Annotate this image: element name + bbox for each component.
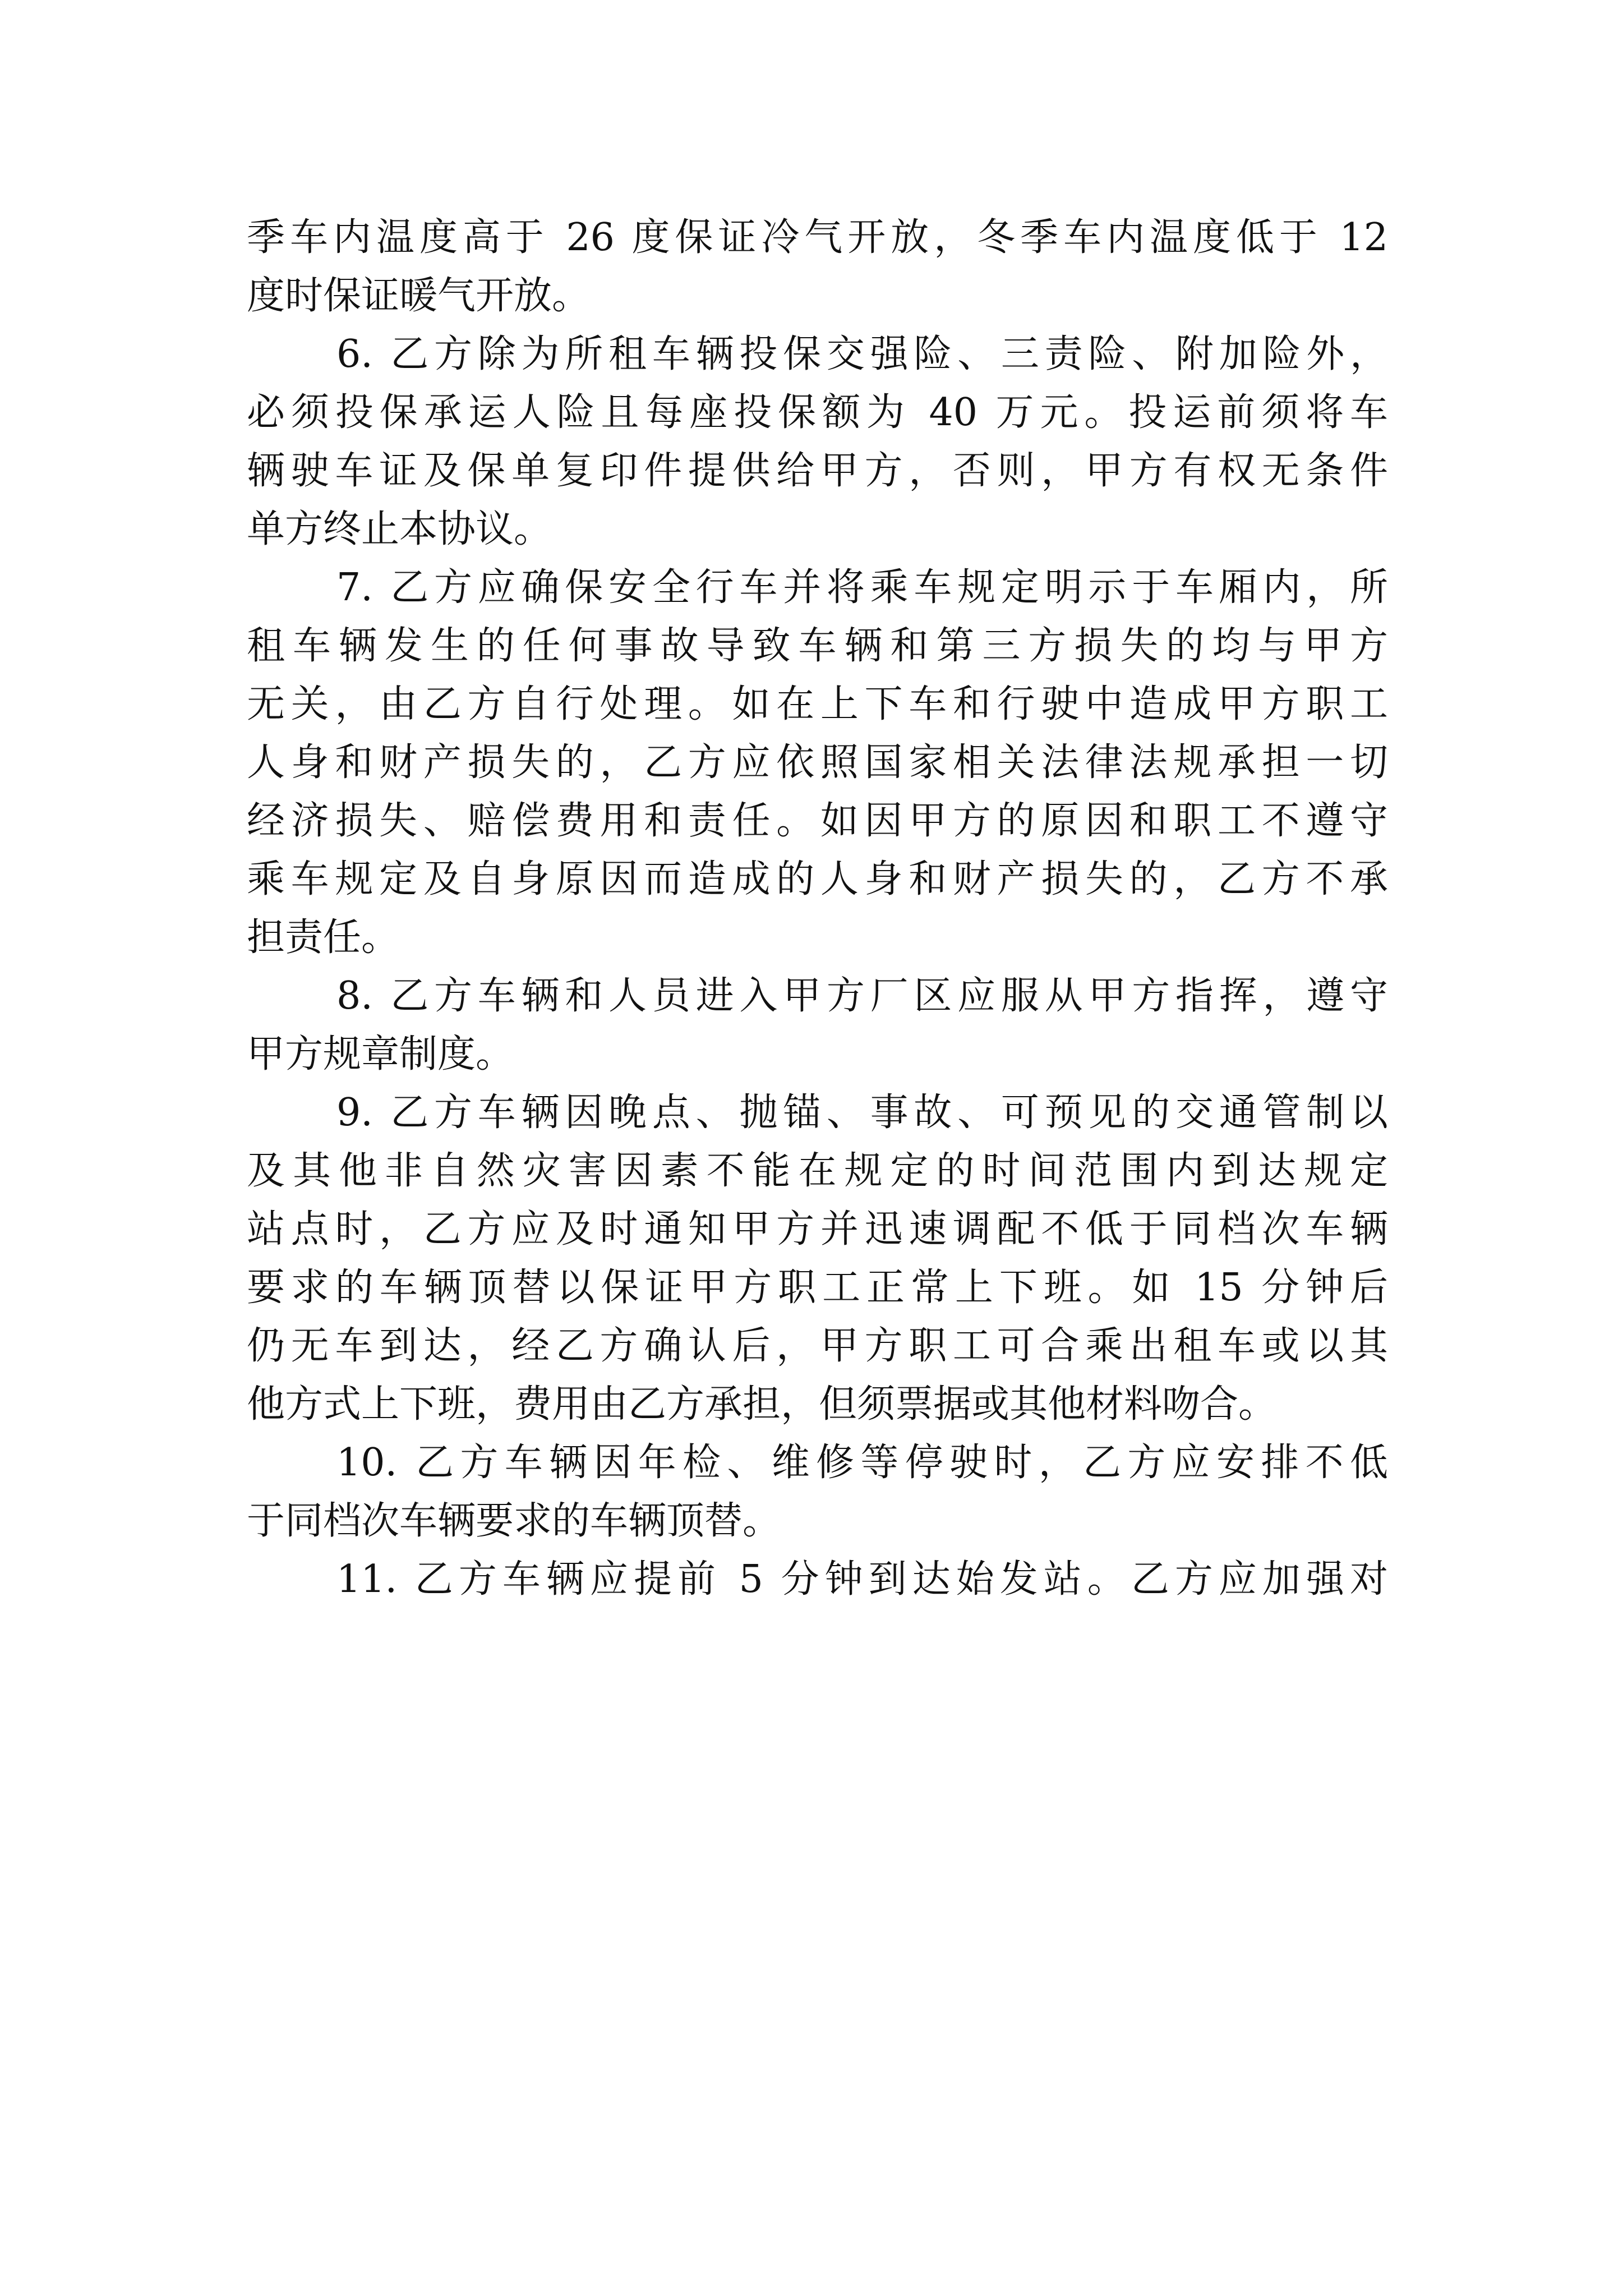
text-line: 经济损失、赔偿费用和责任。如因甲方的原因和职工不遵守	[247, 799, 1388, 843]
text-line: 站点时，乙方应及时通知甲方并迅速调配不低于同档次车辆	[247, 1207, 1388, 1251]
text-line: 人身和财产损失的，乙方应依照国家相关法律法规承担一切	[247, 740, 1388, 785]
paragraph-7	[247, 559, 1388, 967]
paragraph-9	[247, 1084, 1388, 1434]
paragraph-5-continued	[247, 209, 1388, 325]
text-line: 要求的车辆顶替以保证甲方职工正常上下班。如 15 分钟后	[247, 1266, 1388, 1310]
text-line: 及其他非自然灾害因素不能在规定的时间范围内到达规定	[247, 1149, 1388, 1193]
text-line: 于同档次车辆要求的车辆顶替。	[247, 1499, 781, 1543]
text-line: 他方式上下班，费用由乙方承担，但须票据或其他材料吻合。	[247, 1382, 1277, 1427]
paragraph-8	[247, 967, 1388, 1084]
text-line: 单方终止本协议。	[247, 507, 552, 551]
text-line: 季车内温度高于 26 度保证冷气开放，冬季车内温度低于 12	[247, 215, 1388, 260]
text-line: 度时保证暖气开放。	[247, 274, 591, 318]
paragraph-6	[247, 325, 1388, 559]
text-line: 辆驶车证及保单复印件提供给甲方，否则，甲方有权无条件	[247, 449, 1388, 493]
text-line: 6. 乙方除为所租车辆投保交强险、三责险、附加险外，	[336, 332, 1388, 376]
text-line: 租车辆发生的任何事故导致车辆和第三方损失的均与甲方	[247, 624, 1388, 668]
text-line: 乘车规定及自身原因而造成的人身和财产损失的，乙方不承	[247, 857, 1388, 901]
text-line: 7. 乙方应确保安全行车并将乘车规定明示于车厢内，所	[336, 565, 1388, 610]
text-line: 担责任。	[247, 915, 400, 960]
text-line: 8. 乙方车辆和人员进入甲方厂区应服从甲方指挥，遵守	[336, 974, 1388, 1018]
text-line: 9. 乙方车辆因晚点、抛锚、事故、可预见的交通管制以	[336, 1091, 1388, 1135]
text-line: 无关，由乙方自行处理。如在上下车和行驶中造成甲方职工	[247, 682, 1388, 726]
text-line: 仍无车到达，经乙方确认后，甲方职工可合乘出租车或以其	[247, 1324, 1388, 1368]
text-line: 10. 乙方车辆因年检、维修等停驶时，乙方应安排不低	[336, 1441, 1388, 1485]
text-line: 必须投保承运人险且每座投保额为 40 万元。投运前须将车	[247, 390, 1388, 435]
paragraph-10	[247, 1434, 1388, 1550]
text-line: 甲方规章制度。	[247, 1032, 514, 1076]
document-page	[247, 209, 1388, 1609]
paragraph-11	[247, 1550, 1388, 1609]
text-line: 11. 乙方车辆应提前 5 分钟到达始发站。乙方应加强对	[336, 1557, 1388, 1602]
